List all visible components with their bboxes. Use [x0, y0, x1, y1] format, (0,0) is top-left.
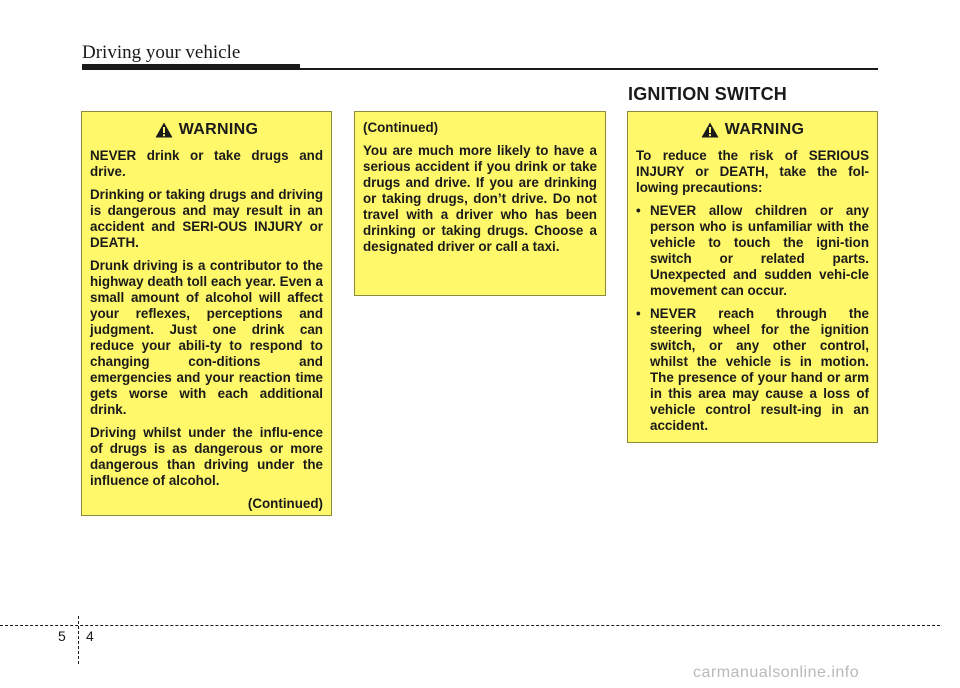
precautions-list — [636, 203, 869, 434]
list-item: • NEVER allow children or any person who is unfamiliar with the vehicle to touch the igni-tion switch or related parts. Unexpected and sudden vehi-cle movement can occur. — [636, 203, 869, 299]
warning-heading — [636, 122, 869, 138]
section-header: Driving your vehicle — [82, 42, 241, 63]
list-item: • NEVER reach through the steering wheel for the ignition switch, or any other control, whilst the vehicle is in motion. The presence of your hand or arm in this area may cause a loss of vehicle control result-ing in an accident. — [636, 306, 869, 434]
warning-triangle-icon — [155, 122, 173, 138]
warning-paragraph: Driving whilst under the influ-ence of drugs is as dangerous or more dangerous than driving under the influence of alcohol. — [90, 425, 323, 488]
warning-triangle-icon — [701, 122, 719, 138]
warning-heading-label: WARNING — [724, 121, 805, 138]
warning-heading-label: WARNING — [178, 121, 259, 138]
warning-box-alcohol — [81, 111, 332, 516]
warning-paragraph: Drunk driving is a contributor to the highway death toll each year. Even a small amount of alcohol will affect your reflexes, perceptions and judgment. Just one drink can reduce your abili-ty to respond to changing con-ditions and emergencies and your reaction time gets worse with each additional drink. — [90, 258, 323, 417]
continued-label: (Continued) — [247, 496, 323, 511]
chapter-number: 5 — [58, 628, 66, 644]
warning-paragraph: Drinking or taking drugs and driving is dangerous and may result in an accident and SERI-OUS INJURY or DEATH. — [90, 187, 323, 250]
header-rule — [82, 68, 878, 70]
page-number: 4 — [86, 628, 94, 644]
warning-box-continued — [354, 111, 606, 296]
warning-box-ignition — [627, 111, 878, 443]
warning-heading — [90, 122, 323, 138]
warning-paragraph: NEVER drink or take drugs and drive. — [90, 148, 323, 179]
continued-label: (Continued) — [363, 120, 439, 135]
footer-rule — [0, 625, 940, 626]
warning-intro: To reduce the risk of SERIOUS INJURY or DEATH, take the fol-lowing precautions: — [636, 148, 869, 195]
warning-paragraph: You are much more likely to have a serious accident if you drink or take drugs and drive. If you are drinking or taking drugs, don’t drive. Do not travel with a driver who has been drinking or taking drugs. Choose a designated driver or call a taxi. — [363, 143, 597, 254]
watermark: carmanualsonline.info — [693, 664, 860, 681]
topic-title: IGNITION SWITCH — [628, 84, 787, 104]
page-number-divider — [78, 616, 79, 664]
